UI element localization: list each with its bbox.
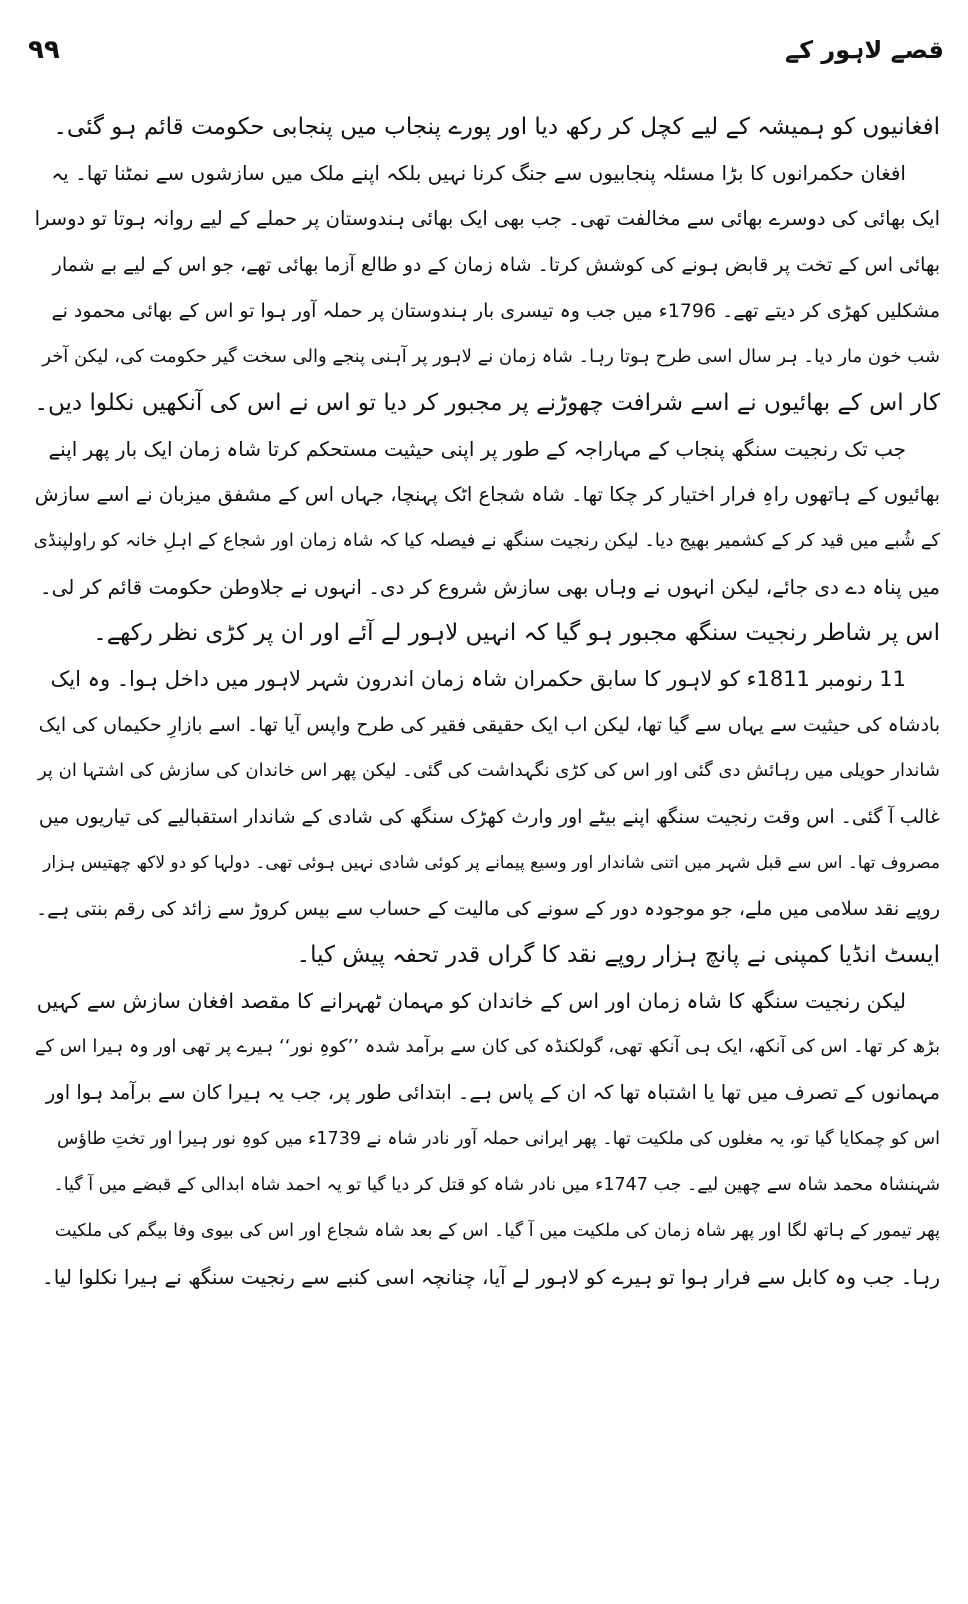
text-line: میں پناہ دے دی جائے، لیکن انہوں نے وہاں بھی سازش شروع کر دی۔ انہوں نے جلاوطن حکومت قائم کر لی۔ [39, 575, 940, 599]
text-line: بھائی اس کے تخت پر قابض ہونے کی کوشش کرتا۔ شاہ زمان کے دو طالع آزما بھائی تھے، جو اس کے لیے بے شمار [52, 254, 940, 276]
text-line: مصروف تھا۔ اس سے قبل شہر میں اتنی شاندار اور وسیع پیمانے پر کوئی شادی نہیں ہوئی تھی۔ دولہا کو دو لاکھ چھتیس ہزار [43, 853, 940, 873]
text-line: روپے نقد سلامی میں ملے، جو موجودہ دور کے سونے کی مالیت کے حساب سے بیس کروڑ سے زائد کی رقم بنتی ہے۔ [35, 898, 940, 920]
text-line: شہنشاہ محمد شاہ سے چھین لیے۔ جب 1747ء میں نادر شاہ کو قتل کر دیا گیا تو یہ احمد شاہ ابدالی کے قبضے میں آ گیا۔ [53, 1175, 940, 1195]
text-line: جب تک رنجیت سنگھ پنجاب کے مہاراجہ کے طور پر اپنی حیثیت مستحکم کرتا شاہ زمان ایک بار پھر اپنے [48, 437, 906, 461]
text-line: افغانیوں کو ہمیشہ کے لیے کچل کر رکھ دیا اور پورے پنجاب میں پنجابی حکومت قائم ہو گئی۔ [53, 114, 940, 140]
text-line: غالب آ گئی۔ اس وقت رنجیت سنگھ اپنے بیٹے اور وارث کھڑک سنگھ کی شادی کے شاندار استقبالیے کی تیاریوں میں [38, 806, 940, 828]
text-line: پھر تیمور کے ہاتھ لگا اور پھر شاہ زمان کی ملکیت میں آ گیا۔ اس کے بعد شاہ شجاع اور اس کی بیوی وفا بیگم کی ملکیت [54, 1221, 940, 1241]
text-line: لیکن رنجیت سنگھ کا شاہ زمان اور اس کے خاندان کو مہمان ٹھہرانے کا مقصد افغان سازش سے کہیں [36, 989, 906, 1013]
text-line: شب خون مار دیا۔ ہر سال اسی طرح ہوتا رہا۔ شاہ زمان نے لاہور پر آہنی پنجے والی سخت گیر حکومت کی، لیکن آخر [42, 346, 940, 367]
text-line: اس کو چمکایا گیا تو، یہ مغلوں کی ملکیت تھا۔ پھر ایرانی حملہ آور نادر شاہ نے 1739ء میں کوہِ نور ہیرا اور تختِ طاؤس [57, 1129, 940, 1149]
text-line: کے شُبے میں قید کر کے کشمیر بھیج دیا۔ لیکن رنجیت سنگھ نے فیصلہ کیا کہ شاہ زمان اور شجاع کے اہلِ خانہ کو راولپنڈی [34, 530, 940, 551]
text-line: اس پر شاطر رنجیت سنگھ مجبور ہو گیا کہ انہیں لاہور لے آئے اور ان پر کڑی نظر رکھے۔ [93, 620, 940, 646]
text-line: بڑھ کر تھا۔ اس کی آنکھ، ایک ہی آنکھ تھی، گولکنڈہ کی کان سے برآمد شدہ ’’کوہِ نور‘‘ ہیرے پر تھی اور وہ ہیرا اس کے [34, 1036, 940, 1057]
page-number: ۹۹ [28, 35, 60, 65]
text-line: رہا۔ جب وہ کابل سے فرار ہوا تو ہیرے کو لاہور لے آیا، چنانچہ اسی کنبے سے رنجیت سنگھ نے ہیرا نکلوا لیا۔ [42, 1265, 940, 1289]
running-title: قصے لاہور کے [785, 36, 944, 64]
text-line: مہمانوں کے تصرف میں تھا یا اشتباہ تھا کہ ان کے پاس ہے۔ ابتدائی طور پر، جب یہ ہیرا کان سے برآمد ہوا اور [45, 1081, 940, 1104]
page-header [28, 26, 944, 74]
text-line: ایک بھائی کی دوسرے بھائی سے مخالفت تھی۔ جب بھی ایک بھائی ہندوستان پر حملے کے لیے روانہ ہوتا تو دوسرا [34, 207, 940, 230]
text-line: مشکلیں کھڑی کر دیتے تھے۔ 1796ء میں جب وہ تیسری بار ہندوستان پر حملہ آور ہوا تو اس کے بھائی محمود نے [51, 300, 940, 322]
text-line: بادشاہ کی حیثیت سے یہاں سے گیا تھا، لیکن اب ایک حقیقی فقیر کی طرح واپس آیا تھا۔ اسے بازارِ حکیماں کی ایک [38, 714, 940, 736]
text-line: بھائیوں کے ہاتھوں راہِ فرار اختیار کر چکا تھا۔ شاہ شجاع اٹک پہنچا، جہاں اس کے مشفق میزبان نے اسے سازش [34, 483, 940, 506]
text-line: ایسٹ انڈیا کمپنی نے پانچ ہزار روپے نقد کا گراں قدر تحفہ پیش کیا۔ [296, 942, 940, 968]
body-text [34, 104, 940, 1300]
text-line: کار اس کے بھائیوں نے اسے شرافت چھوڑنے پر مجبور کر دیا تو اس نے اس کی آنکھیں نکلوا دیں۔ [34, 390, 940, 416]
text-line: افغان حکمرانوں کا بڑا مسئلہ پنجابیوں سے جنگ کرنا نہیں بلکہ اپنے ملک میں سازشوں سے نمٹنا تھا۔ یہ [51, 161, 906, 185]
text-line: شاندار حویلی میں رہائش دی گئی اور اس کی کڑی نگہداشت کی گئی۔ لیکن پھر اس خاندان کی سازش کی اشتہا ان پر [37, 760, 940, 781]
text-line: 11 رنومبر 1811ء کو لاہور کا سابق حکمران شاہ زمان اندرون شہر لاہور میں داخل ہوا۔ وہ ایک [50, 667, 906, 691]
